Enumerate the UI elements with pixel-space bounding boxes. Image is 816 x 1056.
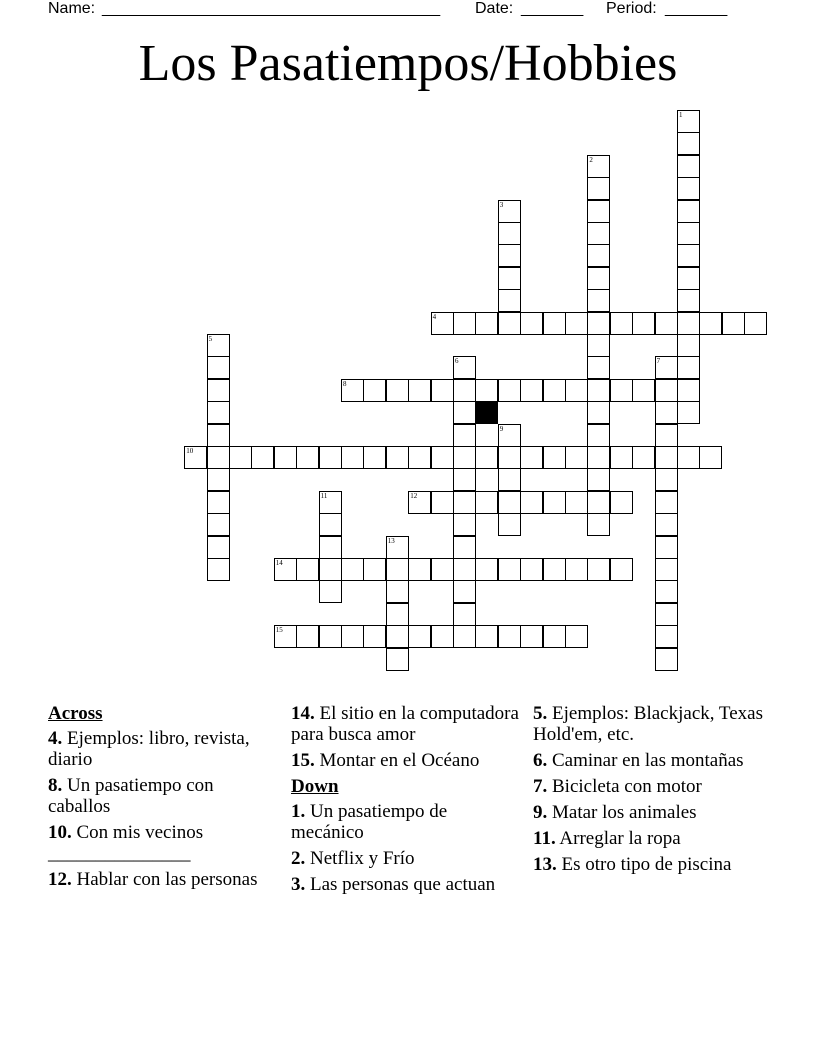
grid-cell[interactable] — [408, 379, 431, 402]
grid-cell[interactable] — [587, 334, 610, 357]
grid-cell[interactable] — [610, 446, 633, 469]
grid-cell[interactable] — [475, 491, 498, 514]
grid-cell[interactable] — [722, 312, 745, 335]
grid-cell[interactable] — [341, 625, 364, 648]
cell-number: 2 — [589, 155, 593, 164]
grid-cell[interactable] — [677, 334, 700, 357]
grid-cell[interactable] — [431, 379, 454, 402]
grid-cell[interactable] — [610, 379, 633, 402]
grid-cell[interactable] — [296, 625, 319, 648]
grid-cell[interactable] — [475, 446, 498, 469]
grid-cell[interactable] — [319, 558, 342, 581]
clue-down-2: 2. Netflix y Frío — [291, 848, 415, 869]
grid-cell[interactable] — [520, 446, 543, 469]
clue-down-11: 11. Arreglar la ropa — [533, 828, 681, 849]
grid-cell[interactable] — [475, 558, 498, 581]
grid-cell[interactable] — [319, 513, 342, 536]
grid-cell[interactable] — [677, 312, 700, 335]
grid-cell[interactable] — [319, 625, 342, 648]
grid-cell[interactable] — [498, 424, 521, 447]
grid-cell[interactable] — [655, 536, 678, 559]
grid-cell[interactable] — [587, 155, 610, 178]
grid-cell[interactable] — [296, 558, 319, 581]
grid-cell[interactable] — [207, 356, 230, 379]
grid-cell[interactable] — [408, 446, 431, 469]
grid-cell[interactable] — [520, 379, 543, 402]
grid-cell[interactable] — [453, 468, 476, 491]
grid-cell[interactable] — [363, 446, 386, 469]
clue-across-14: 14. El sitio en la computadora para busca amor — [291, 703, 519, 745]
grid-cell[interactable] — [655, 446, 678, 469]
grid-cell[interactable] — [587, 222, 610, 245]
grid-cell[interactable] — [543, 446, 566, 469]
grid-cell[interactable] — [565, 379, 588, 402]
grid-cell[interactable] — [498, 379, 521, 402]
date-blank[interactable]: _______ — [521, 0, 584, 17]
grid-cell[interactable] — [363, 625, 386, 648]
page-title: Los Pasatiempos/Hobbies — [138, 35, 678, 92]
grid-cell[interactable] — [565, 312, 588, 335]
grid-cell[interactable] — [677, 177, 700, 200]
cell-number: 15 — [275, 626, 283, 635]
grid-cell[interactable] — [229, 446, 252, 469]
grid-cell[interactable] — [319, 536, 342, 559]
clue-down-9: 9. Matar los animales — [533, 802, 697, 823]
grid-cell[interactable] — [587, 401, 610, 424]
grid-cell[interactable] — [431, 491, 454, 514]
clue-column-2 — [291, 703, 521, 900]
grid-cell[interactable] — [341, 446, 364, 469]
cell-number: 11 — [320, 491, 328, 500]
grid-cell[interactable] — [677, 401, 700, 424]
grid-cell[interactable] — [699, 312, 722, 335]
grid-cell[interactable] — [386, 536, 409, 559]
grid-cell[interactable] — [498, 289, 521, 312]
grid-cell[interactable] — [587, 356, 610, 379]
clue-across-10: 10. Con mis vecinos _______________ — [48, 822, 204, 864]
grid-cell[interactable] — [453, 356, 476, 379]
grid-cell[interactable] — [386, 446, 409, 469]
grid-cell[interactable] — [453, 558, 476, 581]
cell-number: 6 — [455, 357, 459, 366]
grid-cell[interactable] — [453, 491, 476, 514]
grid-cell[interactable] — [587, 491, 610, 514]
grid-cell[interactable] — [498, 446, 521, 469]
grid-cell[interactable] — [274, 558, 297, 581]
grid-cell[interactable] — [408, 625, 431, 648]
grid-cell[interactable] — [207, 468, 230, 491]
grid-cell[interactable] — [184, 446, 207, 469]
grid-cell[interactable] — [655, 491, 678, 514]
grid-cell[interactable] — [565, 491, 588, 514]
clue-down-3: 3. Las personas que actuan — [291, 874, 496, 895]
grid-cell[interactable] — [498, 312, 521, 335]
grid-cell[interactable] — [520, 491, 543, 514]
grid-cell[interactable] — [655, 580, 678, 603]
grid-cell[interactable] — [408, 558, 431, 581]
grid-cell[interactable] — [587, 267, 610, 290]
clue-across-15: 15. Montar en el Océano — [291, 750, 480, 771]
grid-cell[interactable] — [655, 401, 678, 424]
grid-cell[interactable] — [453, 401, 476, 424]
grid-cell[interactable] — [655, 379, 678, 402]
grid-cell[interactable] — [632, 446, 655, 469]
grid-cell[interactable] — [453, 446, 476, 469]
clue-column-3 — [533, 703, 763, 880]
grid-cell[interactable] — [677, 244, 700, 267]
grid-cell[interactable] — [677, 155, 700, 178]
grid-cell[interactable] — [475, 312, 498, 335]
grid-cell[interactable] — [341, 558, 364, 581]
grid-cell[interactable] — [587, 558, 610, 581]
grid-cell[interactable] — [610, 312, 633, 335]
grid-cell[interactable] — [431, 625, 454, 648]
cell-number: 9 — [499, 424, 504, 433]
grid-cell[interactable] — [453, 625, 476, 648]
grid-cell[interactable] — [543, 379, 566, 402]
clue-down-1: 1. Un pasatiempo de mecánico — [291, 801, 448, 843]
grid-cell[interactable] — [207, 536, 230, 559]
clue-down-13: 13. Es otro tipo de piscina — [533, 854, 732, 875]
grid-cell[interactable] — [632, 379, 655, 402]
cell-number: 4 — [432, 312, 437, 321]
grid-cell[interactable] — [587, 244, 610, 267]
grid-cell[interactable] — [207, 491, 230, 514]
grid-cell[interactable] — [453, 379, 476, 402]
grid-cell[interactable] — [498, 222, 521, 245]
cell-number: 7 — [656, 357, 661, 366]
grid-cell[interactable] — [207, 334, 230, 357]
grid-cell[interactable] — [498, 491, 521, 514]
grid-cell[interactable] — [655, 603, 678, 626]
grid-cell[interactable] — [677, 132, 700, 155]
grid-cell[interactable] — [498, 468, 521, 491]
grid-cell[interactable] — [251, 446, 274, 469]
period-blank[interactable]: _______ — [665, 0, 728, 17]
grid-cell[interactable] — [386, 558, 409, 581]
grid-cell[interactable] — [498, 625, 521, 648]
grid-cell[interactable] — [677, 267, 700, 290]
grid-cell[interactable] — [587, 289, 610, 312]
grid-cell[interactable] — [453, 603, 476, 626]
cell-number: 12 — [410, 491, 418, 500]
grid-cell[interactable] — [520, 625, 543, 648]
grid-cell[interactable] — [543, 491, 566, 514]
grid-cell[interactable] — [207, 379, 230, 402]
grid-cell[interactable] — [453, 580, 476, 603]
grid-cell[interactable] — [498, 558, 521, 581]
grid-cell[interactable] — [543, 625, 566, 648]
grid-cell[interactable] — [386, 603, 409, 626]
grid-cell[interactable] — [520, 312, 543, 335]
grid-cell[interactable] — [296, 446, 319, 469]
grid-cell[interactable] — [655, 513, 678, 536]
across-heading: Across — [48, 703, 103, 724]
grid-cell[interactable] — [677, 289, 700, 312]
grid-cell[interactable] — [386, 648, 409, 671]
grid-cell[interactable] — [744, 312, 767, 335]
grid-cell[interactable] — [587, 379, 610, 402]
grid-cell[interactable] — [431, 312, 454, 335]
filled-cell — [475, 401, 498, 424]
grid-cell[interactable] — [363, 379, 386, 402]
grid-cell[interactable] — [587, 312, 610, 335]
grid-cell[interactable] — [565, 446, 588, 469]
grid-cell[interactable] — [207, 513, 230, 536]
date-label: Date: — [475, 0, 514, 17]
grid-cell[interactable] — [475, 625, 498, 648]
grid-cell[interactable] — [655, 558, 678, 581]
clue-down-6: 6. Caminar en las montañas — [533, 750, 744, 771]
grid-cell[interactable] — [655, 468, 678, 491]
grid-cell[interactable] — [408, 491, 431, 514]
grid-cell[interactable] — [498, 513, 521, 536]
cell-number: 14 — [275, 559, 283, 567]
grid-cell[interactable] — [207, 424, 230, 447]
grid-cell[interactable] — [699, 446, 722, 469]
cell-number: 1 — [679, 111, 683, 119]
grid-cell[interactable] — [543, 558, 566, 581]
grid-cell[interactable] — [498, 244, 521, 267]
grid-cell[interactable] — [565, 625, 588, 648]
grid-cell[interactable] — [655, 356, 678, 379]
grid-cell[interactable] — [319, 491, 342, 514]
grid-cell[interactable] — [632, 312, 655, 335]
clue-across-8: 8. Un pasatiempo con caballos — [48, 775, 214, 817]
grid-cell[interactable] — [453, 536, 476, 559]
grid-cell[interactable] — [655, 625, 678, 648]
grid-cell[interactable] — [587, 446, 610, 469]
down-heading: Down — [291, 776, 339, 797]
grid-cell[interactable] — [274, 625, 297, 648]
grid-cell[interactable] — [677, 379, 700, 402]
grid-cell[interactable] — [587, 513, 610, 536]
grid-cell[interactable] — [677, 110, 700, 133]
grid-cell[interactable] — [543, 312, 566, 335]
clue-down-7: 7. Bicicleta con motor — [533, 776, 702, 797]
clue-across-4: 4. Ejemplos: libro, revista, diario — [48, 728, 250, 770]
cell-number: 8 — [343, 379, 347, 388]
grid-cell[interactable] — [655, 648, 678, 671]
grid-cell[interactable] — [431, 558, 454, 581]
grid-cell[interactable] — [677, 200, 700, 223]
grid-cell[interactable] — [274, 446, 297, 469]
grid-cell[interactable] — [207, 558, 230, 581]
cell-number: 3 — [499, 200, 504, 209]
grid-cell[interactable] — [498, 267, 521, 290]
grid-cell[interactable] — [453, 312, 476, 335]
grid-cell[interactable] — [453, 424, 476, 447]
grid-cell[interactable] — [475, 379, 498, 402]
period-label: Period: — [606, 0, 657, 17]
grid-cell[interactable] — [610, 491, 633, 514]
cell-number: 13 — [387, 536, 395, 545]
grid-cell[interactable] — [587, 200, 610, 223]
grid-cell[interactable] — [386, 580, 409, 603]
name-label: Name: — [48, 0, 96, 17]
grid-cell[interactable] — [386, 625, 409, 648]
grid-cell[interactable] — [565, 558, 588, 581]
grid-cell[interactable] — [453, 513, 476, 536]
grid-cell[interactable] — [587, 177, 610, 200]
grid-cell[interactable] — [610, 558, 633, 581]
grid-cell[interactable] — [655, 312, 678, 335]
grid-cell[interactable] — [655, 424, 678, 447]
grid-cell[interactable] — [677, 356, 700, 379]
grid-cell[interactable] — [677, 222, 700, 245]
clue-across-12: 12. Hablar con las personas — [48, 869, 258, 890]
clue-column-1 — [48, 703, 278, 895]
grid-cell[interactable] — [587, 468, 610, 491]
grid-cell[interactable] — [341, 379, 364, 402]
grid-cell[interactable] — [363, 558, 386, 581]
grid-cell[interactable] — [386, 379, 409, 402]
grid-cell[interactable] — [207, 446, 230, 469]
clue-down-5: 5. Ejemplos: Blackjack, Texas Hold'em, etc. — [533, 703, 763, 745]
grid-cell[interactable] — [498, 200, 521, 223]
grid-cell[interactable] — [319, 580, 342, 603]
grid-cell[interactable] — [319, 446, 342, 469]
grid-cell[interactable] — [677, 446, 700, 469]
cell-number: 10 — [186, 447, 194, 455]
grid-cell[interactable] — [587, 424, 610, 447]
grid-cell[interactable] — [520, 558, 543, 581]
name-blank[interactable]: ______________________________________ — [102, 0, 441, 17]
grid-cell[interactable] — [431, 446, 454, 469]
grid-cell[interactable] — [207, 401, 230, 424]
cell-number: 5 — [208, 335, 213, 343]
